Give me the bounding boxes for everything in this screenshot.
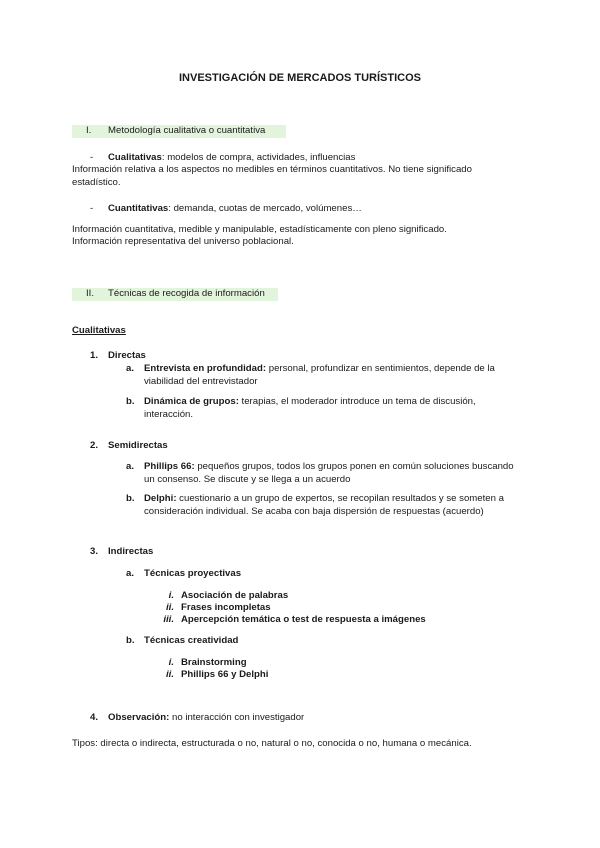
cuantitativas-description-1: Información cuantitativa, medible y manipulable, estadísticamente con pleno significado. (72, 224, 447, 235)
section-1-title: Metodología cualitativa o cuantitativa (108, 125, 266, 136)
document-title: INVESTIGACIÓN DE MERCADOS TURÍSTICOS (178, 72, 422, 84)
cuantitativas-description-2: Información representativa del universo poblacional. (72, 236, 294, 247)
indirectas-number: 3. (90, 546, 99, 557)
cualitativas-text: : modelos de compra, actividades, influencias (161, 152, 356, 163)
dinamica-grupos-text: terapias, el moderador introduce un tema de discusión, interacción. (144, 396, 476, 420)
tecnicas-creatividad-label: Técnicas creatividad (144, 635, 239, 646)
observacion-number: 4. (90, 712, 99, 723)
frases-incompletas: Frases incompletas (181, 602, 271, 613)
semidirectas-label: Semidirectas (108, 440, 168, 451)
cuantitativas-dash: - (90, 203, 94, 214)
apercepcion-tematica: Apercepción temática o test de respuesta a imágenes (181, 614, 426, 625)
dinamica-grupos-label: Dinámica de grupos: (144, 396, 239, 407)
semidirectas-number: 2. (90, 440, 99, 451)
phillips-66-item (144, 461, 514, 486)
dinamica-grupos-item (144, 396, 514, 421)
indirectas-label: Indirectas (108, 546, 154, 557)
proyectiva-1-marker: i. (168, 590, 174, 601)
section-2-number: II. (86, 288, 94, 299)
directas-number: 1. (90, 350, 99, 361)
phillips-66-label: Phillips 66: (144, 461, 195, 472)
creatividad-2-marker: ii. (166, 669, 174, 680)
phillips-delphi: Phillips 66 y Delphi (181, 669, 269, 680)
indirectas-b-marker: b. (126, 635, 135, 646)
directas-a-marker: a. (126, 363, 135, 374)
entrevista-profundidad-label: Entrevista en profundidad: (144, 363, 267, 374)
section-2-title: Técnicas de recogida de información (108, 288, 265, 299)
directas-label: Directas (108, 350, 146, 361)
observacion-line (108, 712, 304, 725)
cualitativas-line (108, 152, 355, 165)
proyectiva-2-marker: ii. (166, 602, 174, 613)
cuantitativas-label: Cuantitativas (108, 203, 169, 214)
cuantitativas-line (108, 203, 362, 216)
entrevista-profundidad-text: personal, profundizar en sentimientos, depende de la viabilidad del entrevistador (144, 363, 495, 387)
cualitativas-heading: Cualitativas (72, 325, 126, 336)
proyectiva-3-marker: iii. (163, 614, 174, 625)
semidirectas-b-marker: b. (126, 493, 135, 504)
indirectas-a-marker: a. (126, 568, 135, 579)
cualitativas-label: Cualitativas (108, 152, 162, 163)
delphi-text: cuestionario a un grupo de expertos, se recopilan resultados y se someten a consideración individual. Se acaba con baja dispersión de respuestas (acuerdo) (144, 493, 504, 517)
delphi-item (144, 493, 528, 518)
cualitativas-dash: - (90, 152, 94, 163)
semidirectas-a-marker: a. (126, 461, 135, 472)
section-2-heading (72, 288, 278, 301)
observacion-label: Observación: (108, 712, 170, 723)
section-1-heading (72, 125, 286, 138)
brainstorming: Brainstorming (181, 657, 247, 668)
tipos-observacion: Tipos: directa o indirecta, estructurada o no, natural o no, conocida o no, humana o mecánica. (72, 738, 472, 749)
cuantitativas-text: : demanda, cuotas de mercado, volúmenes… (168, 203, 362, 214)
tecnicas-proyectivas-label: Técnicas proyectivas (144, 568, 242, 579)
observacion-text: no interacción con investigador (169, 712, 305, 723)
section-1-number: I. (86, 125, 92, 136)
creatividad-1-marker: i. (168, 657, 174, 668)
entrevista-profundidad-item (144, 363, 524, 388)
asociacion-palabras: Asociación de palabras (181, 590, 289, 601)
phillips-66-text: pequeños grupos, todos los grupos ponen en común soluciones buscando un consenso. Se discute y se llega a un acuerdo (144, 461, 514, 485)
cualitativas-description: Información relativa a los aspectos no medibles en términos cuantitativos. No tiene significado estadístico. (72, 164, 472, 188)
directas-b-marker: b. (126, 396, 135, 407)
delphi-label: Delphi: (144, 493, 177, 504)
